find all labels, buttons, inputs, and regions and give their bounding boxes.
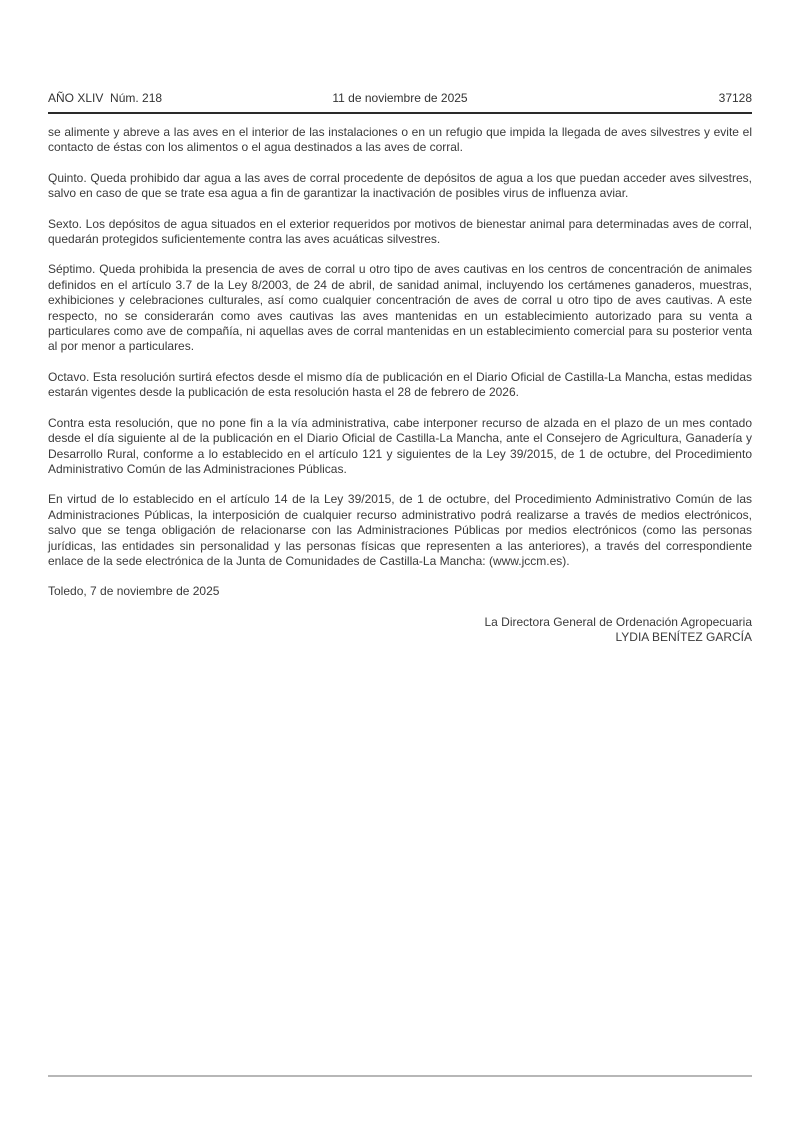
paragraph-septimo: Séptimo. Queda prohibida la presencia de aves de corral u otro tipo de aves cautivas en los centros de concentración de animales definidos en el artículo 3.7 de la Ley 8/2003, de 24 de abril, de sanidad animal, incluyendo los certámenes ganaderos, muestras, exhibiciones y celebraciones culturales, así como cualquier concentración de aves de corral u otro tipo de aves cautivas. A este respecto, no se considerarán como aves cautivas las aves mantenidas en un establecimiento autorizado para su venta a particulares como ave de compañía, ni aquellas aves de corral mantenidas en un establecimiento comercial para su posterior venta al por menor a particulares. <box>48 262 752 354</box>
page-content <box>48 0 752 646</box>
paragraph-quinto: Quinto. Queda prohibido dar agua a las aves de corral procedente de depósitos de agua a los que puedan acceder aves silvestres, salvo en caso de que se trate esa agua a fin de garantizar la inactivación de posibles virus de influenza aviar. <box>48 170 752 201</box>
footer-divider <box>48 1075 752 1077</box>
page-header <box>48 0 752 114</box>
header-date: 11 de noviembre de 2025 <box>332 91 468 105</box>
signature-title: La Directora General de Ordenación Agropecuaria <box>484 614 752 629</box>
paragraph-continuation: se alimente y abreve a las aves en el interior de las instalaciones o en un refugio que impida la llegada de aves silvestres y evite el contacto de éstas con los alimentos o el agua destinados a las aves de corral. <box>48 125 752 155</box>
dateline: Toledo, 7 de noviembre de 2025 <box>48 584 220 599</box>
paragraph-recurso-alzada: Contra esta resolución, que no pone fin a la vía administrativa, cabe interponer recurso de alzada en el plazo de un mes contado desde el día siguiente al de la publicación en el Diario Oficial de Castilla-La Mancha, ante el Consejero de Agricultura, Ganadería y Desarrollo Rural, conforme a lo establecido en el artículo 121 y siguientes de la Ley 39/2015, de 1 de octubre, del Procedimiento Administrativo Común de las Administraciones Públicas. <box>48 415 752 476</box>
paragraph-octavo: Octavo. Esta resolución surtirá efectos desde el mismo día de publicación en el Diario Oficial de Castilla-La Mancha, estas medidas estarán vigentes desde la publicación de esta resolución hasta el 28 de febrero de 2026. <box>48 369 752 400</box>
signature-name: LYDIA BENÍTEZ GARCÍA <box>615 630 752 645</box>
header-page-number: 37128 <box>718 91 753 105</box>
paragraph-medios-electronicos: En virtud de lo establecido en el artículo 14 de la Ley 39/2015, de 1 de octubre, del Procedimiento Administrativo Común de las Administraciones Públicas, la interposición de cualquier recurso administrativo podrá realizarse a través de medios electrónicos, salvo que se tenga obligación de relacionarse con las Administraciones Públicas por medios electrónicos (como las personas jurídicas, las entidades sin personalidad y las personas físicas que representen a las anteriores), a través del correspondiente enlace de la sede electrónica de la Junta de Comunidades de Castilla-La Mancha: (www.jccm.es). <box>48 492 752 568</box>
document-body <box>48 114 752 646</box>
header-year-issue: AÑO XLIV Núm. 218 <box>48 91 163 105</box>
paragraph-sexto: Sexto. Los depósitos de agua situados en el exterior requeridos por motivos de bienestar animal para determinadas aves de corral, quedarán protegidos suficientemente contra las aves acuáticas silvestres. <box>48 216 752 247</box>
signature-block <box>48 615 752 646</box>
